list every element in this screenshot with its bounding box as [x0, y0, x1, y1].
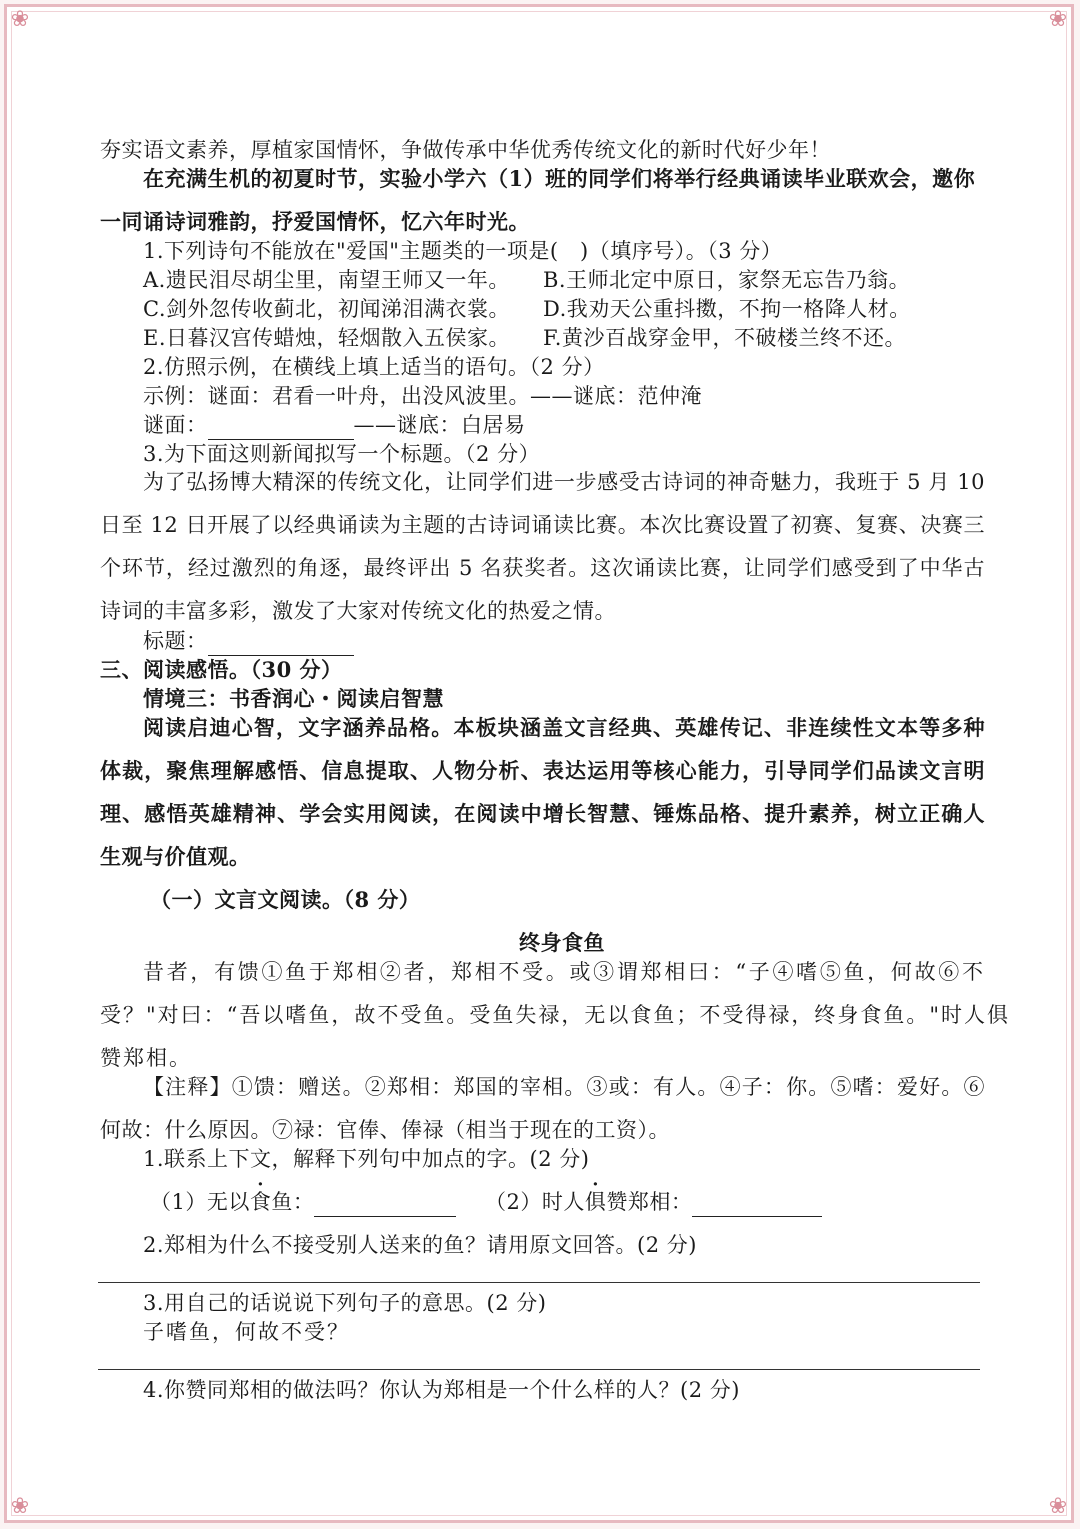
corner-ornament-icon: ❀	[10, 1494, 30, 1519]
corner-ornament-icon: ❀	[1048, 1494, 1068, 1519]
riddle-prefix: 谜面：	[143, 413, 208, 437]
option-a: A.遗民泪尽胡尘里，南望王师又一年。	[143, 268, 510, 292]
item-2	[485, 1187, 822, 1217]
item-1-suffix: 鱼：	[271, 1190, 315, 1214]
question-1: 1.下列诗句不能放在"爱国"主题类的一项是( )（填序号）。（3 分）	[143, 239, 783, 263]
corner-ornament-icon: ❀	[10, 7, 30, 32]
reading-question-1: 1.联系上下文，解释下列句中加点的字。(2 分)	[143, 1147, 590, 1171]
scene-heading: 情境三：书香润心・阅读启智慧	[143, 686, 444, 711]
section-3-heading: 三、阅读感悟。（30 分）	[100, 657, 343, 682]
scene-intro: 体裁，聚焦理解感悟、信息提取、人物分析、表达运用等核心能力，引导同学们品读文言明	[100, 758, 985, 783]
reading-question-3-sentence: 子嗜鱼，何故不受？	[143, 1320, 350, 1344]
event-intro: 在充满生机的初夏时节，实验小学六（1）班的同学们将举行经典诵读毕业联欢会，邀你	[143, 166, 976, 191]
option-c: C.剑外忽传收蓟北，初闻涕泪满衣裳。	[143, 297, 510, 321]
scene-intro: 阅读启迪心智，文字涵养品格。本板块涵盖文言经典、英雄传记、非连续性文本等多种	[143, 715, 985, 740]
riddle-answer-blank[interactable]	[208, 415, 354, 440]
annotation: 【注释】①馈：赠送。②郑相：郑国的宰相。③或：有人。④子：你。⑤嗜：爱好。⑥	[143, 1075, 985, 1099]
corner-ornament-icon: ❀	[1048, 7, 1068, 32]
item-2-suffix: 赞郑相：	[606, 1190, 693, 1214]
item-2-blank[interactable]	[692, 1192, 822, 1217]
option-b: B.王师北定中原日，家祭无忘告乃翁。	[543, 268, 911, 292]
story-text: 赞郑相。	[100, 1046, 192, 1070]
story-text: 受？"对曰：“吾以嗜鱼，故不受鱼。受鱼失禄，无以食鱼；不受得禄，终身食鱼。"时人俱	[100, 1003, 1011, 1027]
news-line: 诗词的丰富多彩，激发了大家对传统文化的热爱之情。	[100, 599, 616, 623]
option-row	[143, 265, 985, 295]
intro-line: 夯实语文素养，厚植家国情怀，争做传承中华优秀传统文化的新时代好少年！	[100, 138, 831, 162]
item-1-blank[interactable]	[314, 1192, 456, 1217]
item-1-prefix: （1）无以	[150, 1190, 250, 1214]
title-answer-blank[interactable]	[208, 631, 354, 656]
riddle-suffix: ——谜底：白居易	[353, 413, 526, 437]
reading-question-1-items	[150, 1187, 985, 1217]
news-line: 为了弘扬博大精深的传统文化，让同学们进一步感受古诗词的神奇魅力，我班于 5 月 10	[143, 470, 985, 494]
story-title: 终身食鱼	[519, 930, 605, 955]
reading-question-3: 3.用自己的话说说下列句子的意思。(2 分)	[143, 1291, 547, 1315]
reading-question-2: 2.郑相为什么不接受别人送来的鱼？请用原文回答。(2 分)	[143, 1233, 697, 1257]
news-line: 日至 12 日开展了以经典诵读为主题的古诗词诵读比赛。本次比赛设置了初赛、复赛、决赛三	[100, 513, 985, 537]
title-label: 标题：	[143, 629, 208, 653]
dotted-char: 俱	[584, 1190, 607, 1214]
item-2-prefix: （2）时人	[485, 1190, 585, 1214]
option-e: E.日暮汉宫传蜡烛，轻烟散入五侯家。	[143, 326, 511, 350]
option-row	[143, 294, 985, 324]
dotted-char: 食	[249, 1190, 272, 1214]
question-3: 3.为下面这则新闻拟写一个标题。（2 分）	[143, 442, 541, 466]
option-f: F.黄沙百战穿金甲，不破楼兰终不还。	[543, 326, 906, 350]
news-line: 个环节，经过激烈的角逐，最终评出 5 名获奖者。这次诵读比赛，让同学们感受到了中华古	[100, 556, 985, 580]
answer-line[interactable]	[98, 1369, 980, 1370]
scene-intro: 理、感悟英雄精神、学会实用阅读，在阅读中增长智慧、锤炼品格、提升素养，树立正确人	[100, 801, 985, 826]
story-text: 昔者，有馈①鱼于郑相②者，郑相不受。或③谓郑相曰：“子④嗜⑤鱼，何故⑥不	[143, 960, 985, 984]
scene-intro: 生观与价值观。	[100, 844, 251, 869]
event-intro-cont: 一同诵诗词雅韵，抒爱国情怀，忆六年时光。	[100, 209, 530, 234]
option-d: D.我劝天公重抖擞，不拘一格降人材。	[543, 297, 911, 321]
question-2-example: 示例：谜面：君看一叶舟，出没风波里。——谜底：范仲淹	[143, 384, 702, 408]
question-2-fill	[143, 410, 985, 440]
answer-line[interactable]	[98, 1282, 980, 1283]
annotation: 何故：什么原因。⑦禄：官俸、俸禄（相当于现在的工资）。	[100, 1118, 670, 1142]
option-row	[143, 323, 985, 353]
subsection-heading: （一）文言文阅读。（8 分）	[150, 887, 421, 912]
reading-question-4: 4.你赞同郑相的做法吗？你认为郑相是一个什么样的人？(2 分)	[143, 1378, 740, 1402]
question-2: 2.仿照示例，在横线上填上适当的语句。（2 分）	[143, 355, 605, 379]
title-fill	[143, 626, 985, 656]
